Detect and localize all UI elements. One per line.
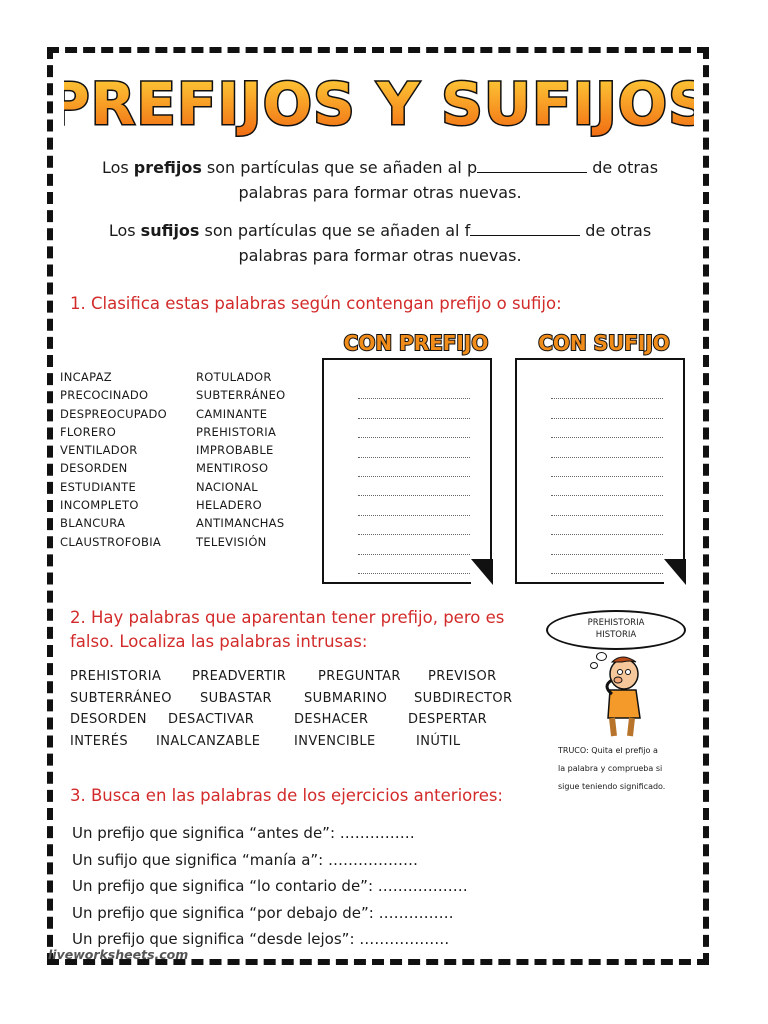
section3-questions [72, 820, 468, 953]
thinking-boy-illustration [582, 650, 652, 740]
intrusas-row [70, 731, 528, 753]
word-item: PREHISTORIA [196, 424, 277, 439]
intrusa-word: INVENCIBLE [294, 733, 376, 749]
answer-lines [358, 380, 470, 574]
question-item[interactable]: Un prefijo que significa “por debajo de”: …………… [72, 903, 454, 922]
intrusa-word: PREVISOR [428, 669, 497, 684]
footer-watermark: liveworksheets.com [48, 947, 189, 962]
blank-line[interactable] [470, 221, 580, 236]
intrusa-word: INÚTIL [416, 733, 461, 749]
word-item: CAMINANTE [196, 406, 268, 421]
con-prefijo-title [336, 326, 496, 356]
intrusa-word: DESPERTAR [408, 712, 488, 727]
intrusa-word: PREHISTORIA [70, 669, 162, 684]
intrusas-word-grid [70, 666, 528, 752]
blank-line[interactable] [477, 158, 587, 173]
intro-sufijos: Los sufijos son partículas que se añaden al f de otras palabras para formar otras nuevas. [108, 221, 652, 265]
answer-sheet-prefijo[interactable] [322, 358, 492, 584]
word-item: DESORDEN [60, 461, 128, 476]
section2-heading: 2. Hay palabras que aparentan tener prefijo, pero es falso. Localiza las palabras intrusas: [70, 608, 505, 651]
answer-lines [551, 380, 663, 574]
word-item: MENTIROSO [196, 461, 269, 476]
word-item: TELEVISIÓN [196, 534, 267, 549]
intrusa-word: DESHACER [294, 712, 369, 727]
intrusa-word: INALCANZABLE [156, 733, 261, 749]
word-item: INCOMPLETO [60, 498, 139, 513]
intrusas-row [70, 688, 528, 710]
word-item: SUBTERRÁNEO [196, 388, 286, 403]
word-item: VENTILADOR [60, 443, 138, 458]
word-item: BLANCURA [60, 516, 126, 531]
worksheet-title [64, 62, 694, 140]
intrusa-word: INTERÉS [70, 733, 129, 749]
intrusas-row [70, 666, 528, 688]
word-list-left [60, 368, 167, 551]
intrusa-word: SUBDIRECTOR [414, 690, 513, 706]
intrusa-word: SUBMARINO [304, 690, 388, 706]
intro-prefijos: Los prefijos son partículas que se añaden al p de otras palabras para formar otras nuevas. [101, 158, 659, 202]
question-item[interactable]: Un prefijo que significa “antes de”: …………… [72, 824, 415, 842]
answer-sheet-sufijo[interactable] [515, 358, 685, 584]
intrusa-word: DESORDEN [70, 712, 147, 727]
word-item: ROTULADOR [196, 370, 272, 384]
word-item: HELADERO [196, 498, 263, 513]
con-prefijo-text: CON PREFIJO [343, 331, 489, 355]
question-item[interactable]: Un prefijo que significa “desde lejos”: ……………… [72, 930, 450, 948]
intrusa-word: SUBTERRÁNEO [70, 690, 172, 706]
question-item[interactable]: Un sufijo que significa “manía a”: ……………… [72, 850, 418, 869]
word-item: IMPROBABLE [196, 443, 274, 458]
word-item: ESTUDIANTE [60, 479, 137, 494]
word-item: ANTIMANCHAS [196, 516, 285, 531]
word-item: DESPREOCUPADO [60, 406, 167, 421]
section3-heading: 3. Busca en las palabras de los ejercicios anteriores: [70, 786, 503, 805]
section1-heading: 1. Clasifica estas palabras según contengan prefijo o sufijo: [70, 294, 562, 313]
paper-fold-corner [471, 559, 493, 585]
word-item: PRECOCINADO [60, 388, 149, 403]
intrusas-row [70, 709, 528, 731]
con-sufijo-text: CON SUFIJO [538, 331, 670, 355]
word-item: INCAPAZ [60, 370, 112, 384]
con-sufijo-title [522, 326, 686, 356]
title-text: PREFIJOS Y SUFIJOS [64, 70, 694, 138]
paper-fold-corner [664, 559, 686, 585]
word-list-right [196, 368, 286, 551]
intrusa-word: PREGUNTAR [318, 669, 401, 684]
word-item: NACIONAL [196, 479, 259, 494]
thought-bubble: PREHISTORIA HISTORIA [546, 610, 686, 650]
question-item[interactable]: Un prefijo que significa “lo contario de”: ……………… [72, 877, 468, 895]
word-item: CLAUSTROFOBIA [60, 534, 162, 549]
truco-tip: TRUCO: Quita el prefijo a la palabra y comprueba si sigue teniendo significado. [558, 746, 666, 791]
intrusa-word: SUBASTAR [200, 690, 272, 706]
intrusa-word: PREADVERTIR [192, 669, 287, 684]
word-item: FLORERO [60, 424, 117, 439]
intrusa-word: DESACTIVAR [168, 712, 255, 727]
